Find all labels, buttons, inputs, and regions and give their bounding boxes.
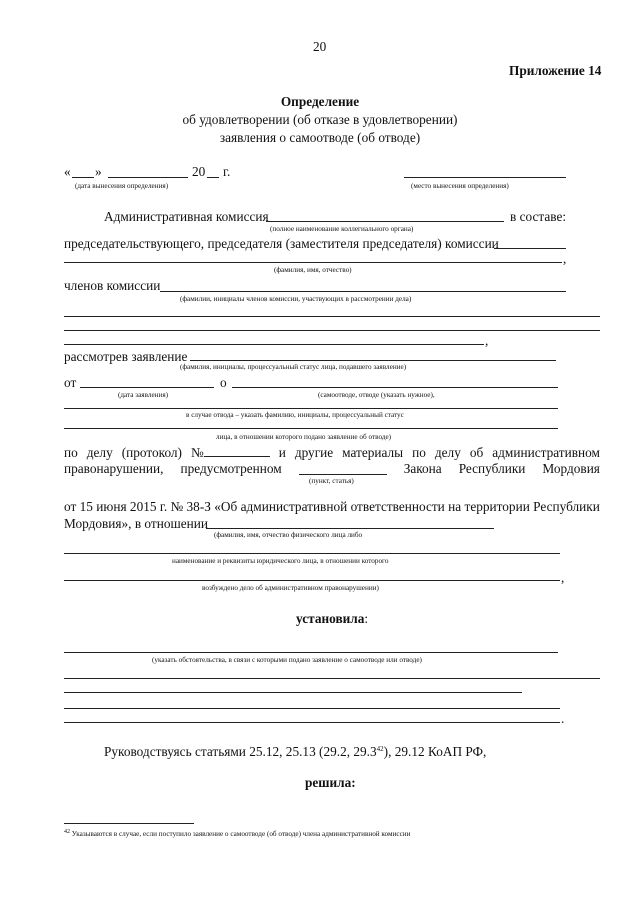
- chairman-name-field[interactable]: [64, 262, 562, 263]
- hint-legal-entity: наименование и реквизиты юридического лица, в отношении которого: [172, 557, 389, 565]
- hint-commission-name: (полное наименование коллегиального органа): [270, 225, 414, 233]
- case-person-comma: ,: [561, 570, 565, 585]
- case-person-field[interactable]: [64, 580, 560, 581]
- document-subtitle-2: заявления о самоотводе (об отводе): [219, 130, 421, 145]
- applicant-field[interactable]: [190, 360, 556, 361]
- place-field[interactable]: [404, 177, 566, 178]
- case-word: другие: [294, 445, 334, 460]
- law-word: г.: [159, 499, 168, 514]
- footnote: [64, 831, 411, 838]
- law-word: Республики: [533, 499, 600, 514]
- law-line-2: Мордовия», в отношении: [64, 516, 208, 531]
- case-word: об: [469, 445, 484, 460]
- members-field[interactable]: [160, 291, 566, 292]
- guided-by-tail: ), 29.12 КоАП РФ,: [383, 744, 487, 759]
- date-year-suffix: г.: [223, 164, 231, 179]
- article-field[interactable]: [299, 462, 387, 475]
- circumstances-field-1[interactable]: [64, 652, 558, 653]
- circumstances-field-4[interactable]: [64, 708, 560, 709]
- members-field-4[interactable]: [64, 344, 484, 345]
- case-word: по: [64, 445, 78, 460]
- case-word: делу: [434, 445, 461, 460]
- recusal-details-field[interactable]: [64, 408, 558, 409]
- date-month-field[interactable]: [108, 177, 188, 178]
- commission-name-field[interactable]: [266, 221, 504, 222]
- case-word: административном: [492, 445, 600, 460]
- hint-case-opened: возбуждено дело об административном правонарушении): [202, 584, 379, 592]
- appendix-label: Приложение 14: [509, 63, 602, 78]
- hint-point-article: (пункт, статья): [309, 477, 354, 485]
- case-word: предусмотренном: [180, 461, 282, 476]
- law-word: 15: [79, 499, 93, 514]
- from-label: от: [64, 375, 77, 390]
- law-word: административной: [240, 499, 348, 514]
- application-date-field[interactable]: [80, 387, 214, 388]
- footnote-number: 42: [64, 829, 70, 835]
- hint-members: (фамилии, инициалы членов комиссии, участвующих в рассмотрении дела): [180, 295, 412, 303]
- members-field-3[interactable]: [64, 330, 600, 331]
- circumstances-period: .: [561, 711, 565, 726]
- law-word: на: [448, 499, 462, 514]
- chairman-comma: ,: [563, 251, 567, 266]
- law-word: «Об: [214, 499, 238, 514]
- document-title: Определение: [280, 94, 360, 109]
- date-quote-open: «: [64, 164, 71, 179]
- law-word: июня: [96, 499, 127, 514]
- law-word: ответственности: [350, 499, 445, 514]
- case-word: материалы: [342, 445, 404, 460]
- decided-heading: решила:: [305, 775, 356, 790]
- hint-applicant: (фамилия, инициалы, процессуальный статус лица, подавшего заявление): [180, 363, 407, 371]
- footnote-text: Указываются в случае, если поступило заявление о самоотводе (об отводе) члена административной комиссии: [71, 830, 411, 838]
- recused-person-field[interactable]: [64, 428, 558, 429]
- case-word: Мордовия: [542, 461, 600, 476]
- established-heading: [296, 612, 368, 625]
- footnote-separator: [64, 823, 194, 824]
- in-composition-label: в составе:: [510, 209, 567, 224]
- chairman-label: председательствующего, председателя (заместителя председателя) комиссии: [64, 236, 499, 251]
- case-word: (протокол): [121, 445, 182, 460]
- case-line-2: [64, 462, 600, 475]
- circumstances-field-3[interactable]: [64, 692, 522, 693]
- footnote-ref-42: 42: [376, 745, 384, 753]
- law-word: территории: [464, 499, 530, 514]
- circumstances-field-5[interactable]: [64, 722, 560, 723]
- law-word: 38-З: [186, 499, 211, 514]
- hint-date: (дата вынесения определения): [75, 182, 169, 190]
- law-word: от: [64, 499, 77, 514]
- commission-label: Административная комиссия: [104, 209, 269, 224]
- person-name-field[interactable]: [206, 528, 494, 529]
- case-number-group: [191, 446, 270, 459]
- date-quote-close: »: [95, 164, 102, 179]
- established-colon: :: [364, 611, 369, 626]
- guided-by-text: [104, 745, 486, 758]
- hint-place: (место вынесения определения): [411, 182, 509, 190]
- case-word: и: [278, 445, 286, 460]
- page-number: 20: [313, 39, 327, 54]
- hint-application-date: (дата заявления): [118, 391, 169, 399]
- members-label: членов комиссии: [64, 278, 161, 293]
- hint-self-recusal: (самоотводе, отводе (указать нужное),: [318, 391, 435, 399]
- hint-recusal-case: в случае отвода – указать фамилию, инициалы, процессуальный статус: [186, 411, 404, 419]
- law-word: №: [170, 499, 184, 514]
- hint-fio: (фамилия, имя, отчество): [274, 266, 352, 274]
- case-word: №: [191, 445, 204, 460]
- document-subtitle-1: об удовлетворении (об отказе в удовлетворении): [182, 112, 458, 127]
- circumstances-field-2[interactable]: [64, 678, 600, 679]
- case-word: правонарушении,: [64, 461, 164, 476]
- legal-entity-field[interactable]: [64, 553, 560, 554]
- members-comma: ,: [485, 333, 489, 348]
- hint-circumstances: (указать обстоятельства, в связи с которыми подано заявление о самоотводе или отводе): [152, 656, 422, 664]
- protocol-number-field[interactable]: [204, 456, 270, 457]
- considered-label: рассмотрев заявление: [64, 349, 188, 364]
- case-word: по: [412, 445, 426, 460]
- chairman-field[interactable]: [494, 248, 566, 249]
- law-line-1: [64, 500, 600, 513]
- case-word: Закона: [403, 461, 442, 476]
- case-word: делу: [86, 445, 113, 460]
- case-word: Республики: [458, 461, 526, 476]
- date-day-field[interactable]: [72, 177, 94, 178]
- recusal-type-field[interactable]: [232, 387, 558, 388]
- law-word: 2015: [129, 499, 157, 514]
- hint-person-recused: лица, в отношении которого подано заявление об отводе): [216, 433, 392, 441]
- established-label: установила: [296, 611, 365, 626]
- about-label: о: [220, 375, 227, 390]
- case-line-1: [64, 446, 600, 459]
- date-year-prefix: 20: [192, 164, 206, 179]
- date-year-field[interactable]: [207, 177, 219, 178]
- hint-fio-person: (фамилия, имя, отчество физического лица либо: [214, 531, 363, 539]
- members-field-2[interactable]: [64, 316, 600, 317]
- guided-by-main: Руководствуясь статьями 25.12, 25.13 (29.2, 29.3: [104, 744, 377, 759]
